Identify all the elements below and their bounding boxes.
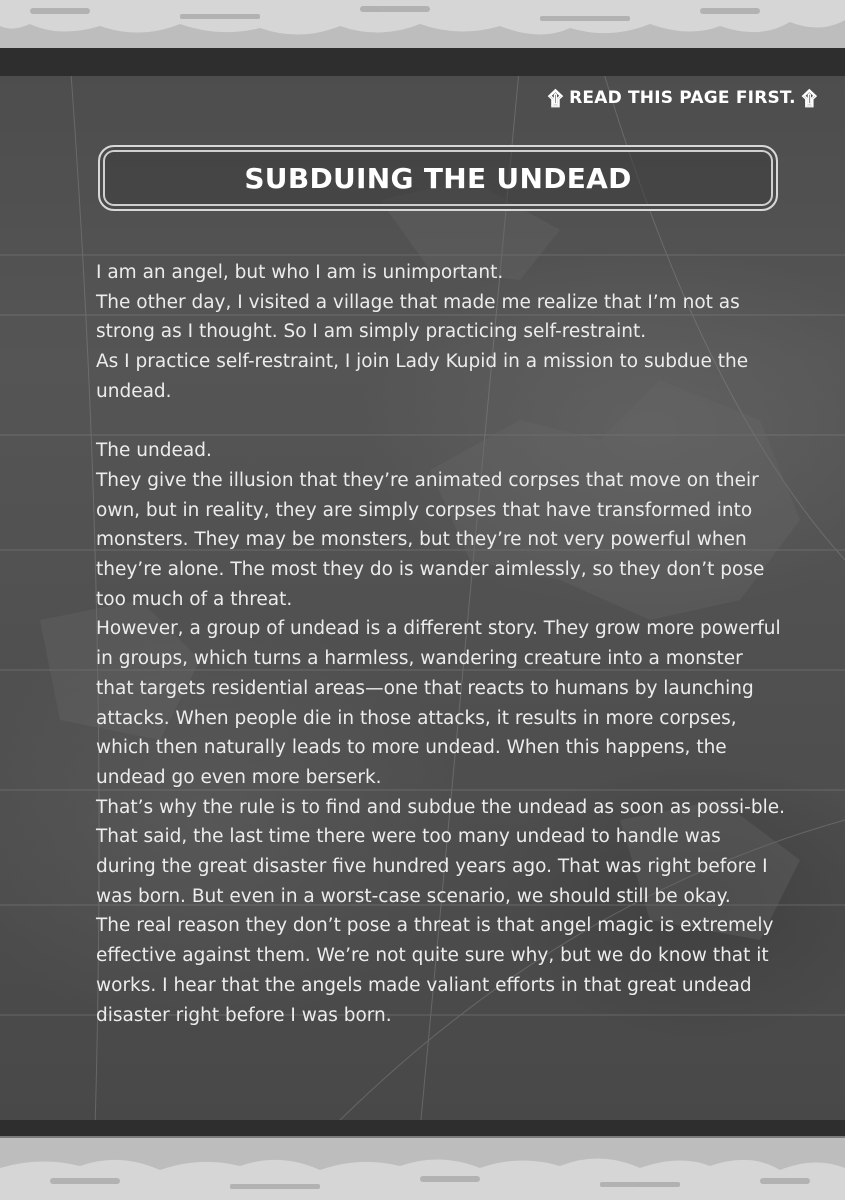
swirl-ornament-icon: ۩ xyxy=(547,86,564,110)
page-title: SUBDUING THE UNDEAD xyxy=(244,161,632,195)
paragraph: The undead. xyxy=(96,440,212,462)
paragraph: The other day, I visited a village that made me realize that I’m not as strong as I thought. So I am simply practicing self-restraint. xyxy=(96,291,740,343)
paragraph: They give the illusion that they’re animated corpses that move on their own, but in reality, they are simply corpses that have transformed into monsters. They may be monsters, but they’re not very powerful when they’re alone. The most they do is wander aimlessly, so they don’t pose too much of a threat. xyxy=(96,469,765,610)
paragraph: However, a group of undead is a different story. They grow more powerful in groups, which turns a harmless, wandering creature into a monster that targets residential areas—one that reacts to humans by launching attacks. When people die in those attacks, it results in more corpses, which then naturally leads to more undead. When this happens, the undead go even more berserk. xyxy=(96,618,781,788)
paragraph: That’s why the rule is to find and subdue the undead as soon as possi-ble. xyxy=(96,796,785,818)
body-text xyxy=(96,258,786,1030)
paragraph: As I practice self-restraint, I join Lady Kupid in a mission to subdue the undead. xyxy=(96,351,749,402)
stone-border-top xyxy=(0,0,845,50)
dark-band-top xyxy=(0,48,845,76)
paragraph-gap xyxy=(96,407,786,437)
read-first-text: READ THIS PAGE FIRST. xyxy=(569,88,796,108)
paragraph: I am an angel, but who I am is unimportant. xyxy=(96,262,504,283)
title-frame xyxy=(98,145,778,211)
read-this-page-first-label xyxy=(548,88,817,108)
stone-border-bottom xyxy=(0,1136,845,1200)
paragraph: The real reason they don’t pose a threat is that angel magic is extremely effective against them. We’re not quite sure why, but we do know that it works. I hear that the angels made valiant efforts in that great undead disaster right before I was born. xyxy=(96,915,774,1026)
paragraph: That said, the last time there were too many undead to handle was during the great disaster five hundred years ago. That was right before I was born. But even in a worst-case scenario, we should still be okay. xyxy=(96,826,768,907)
swirl-ornament-icon: ۩ xyxy=(801,86,817,110)
